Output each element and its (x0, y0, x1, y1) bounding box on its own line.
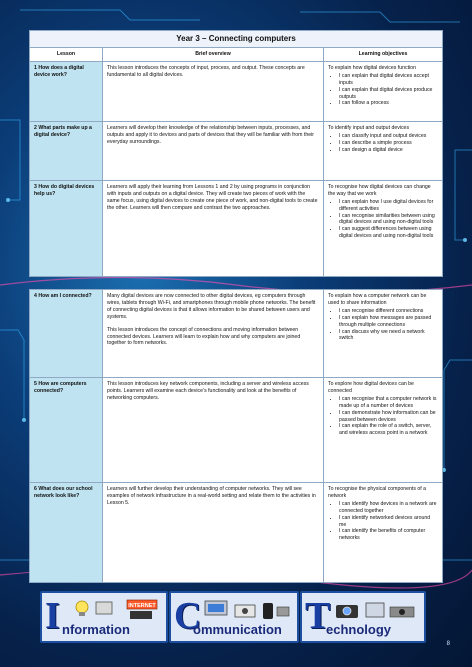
lesson-overview (103, 290, 324, 378)
lesson-overview (103, 483, 324, 583)
objective-intro: To explain how digital devices function (328, 64, 416, 71)
lesson-table-part2 (29, 289, 443, 583)
lesson-overview (103, 121, 324, 180)
header-overview: Brief overview (103, 48, 324, 62)
computer-icon (201, 597, 293, 623)
lesson-row (30, 378, 443, 483)
objective-list (328, 73, 438, 108)
objective-item: • I can explain that digital devices accept inputs (339, 73, 438, 87)
lesson-table-part1 (29, 30, 443, 277)
lesson-objectives (324, 378, 443, 483)
objective-intro: To identify input and output devices (328, 124, 410, 131)
overview-paragraph: This lesson introduces the concepts of input, process, and output. These concepts are fundamental to all digital devices. (107, 64, 305, 78)
objective-item: • I can demonstrate how information can be passed between devices (339, 410, 438, 424)
lesson-overview (103, 378, 324, 483)
banner-word-technology: echnology (326, 622, 392, 637)
banner-initial-c: C (174, 595, 202, 637)
objective-intro: To recognise the physical components of a network (328, 486, 427, 499)
objective-item: • I can identify networked devices around me (339, 515, 438, 529)
header-objectives: Learning objectives (324, 48, 443, 62)
lesson-title: 1 How does a digital device work? (30, 61, 103, 121)
lesson-objectives (324, 61, 443, 121)
overview-paragraph: Learners will apply their learning from Lessons 1 and 2 by using programs in conjunction with inputs and outputs on a digital device. They will create two pieces of work with the same focus, using digital devices to create one piece of work, and non-digital tools to create the other. Learners will then compare and contrast the two approaches. (107, 183, 318, 211)
banner-initial-i: I (45, 595, 60, 637)
objective-item: • I can explain that digital devices produce outputs (339, 87, 438, 101)
banner-initial-t: T (305, 595, 331, 637)
objective-item: • I can recognise that a computer network is made up of a number of devices (339, 396, 438, 410)
lesson-row (30, 180, 443, 276)
objective-intro: To explain how a computer network can be used to share information (328, 293, 427, 306)
lesson-objectives (324, 290, 443, 378)
objective-list (328, 199, 438, 240)
objective-intro: To explore how digital devices can be connected (328, 381, 414, 394)
lesson-row (30, 61, 443, 121)
objective-item: • I can follow a process (339, 100, 438, 107)
banner-word-information: nformation (62, 622, 130, 637)
overview-paragraph: This lesson introduces the concept of connections and moving information between connected devices. Learners will learn to explain how and why computers are joined together to form networks. (107, 326, 301, 347)
lesson-title: 5 How are computers connected? (30, 378, 103, 483)
information-banner (40, 591, 168, 643)
lesson-title: 6 What does our school network look like? (30, 483, 103, 583)
objective-list (328, 396, 438, 437)
overview-paragraph: Many digital devices are now connected to other digital devices, eg computers through wires, tablets through Wi-Fi, and smartphones through mobile phone networks. The benefit of connecting digital devices is that it allows information to be shared between users and systems. (107, 293, 316, 320)
lesson-objectives (324, 180, 443, 276)
lesson-overview (103, 180, 324, 276)
overview-paragraph: Learners will further develop their understanding of computer networks. They will see examples of network infrastructure in a real-world setting and relate them to the activities in Lesson 5. (107, 486, 316, 506)
lesson-overview (103, 61, 324, 121)
objective-list (328, 308, 438, 343)
objective-item: • I can suggest differences between using digital devices and using non-digital tools (339, 226, 438, 240)
lightbulb-icon (72, 597, 162, 623)
unit-title: Year 3 – Connecting computers (30, 31, 443, 48)
phone-icon (263, 603, 273, 619)
objective-item: • I can explain how messages are passed through multiple connections (339, 315, 438, 329)
technology-banner (300, 591, 426, 643)
objective-list (328, 501, 438, 542)
internet-sign: INTERNET (128, 603, 156, 609)
objective-item: • I can identify how devices in a network are connected together (339, 501, 438, 515)
objective-item: • I can design a digital device (339, 147, 438, 154)
objective-item: • I can discuss why we need a network switch (339, 329, 438, 343)
communication-banner (169, 591, 299, 643)
lesson-title: 3 How do digital devices help us? (30, 180, 103, 276)
objective-item: • I can explain the role of a switch, server, and wireless access point in a network (339, 423, 438, 437)
lesson-title: 4 How am I connected? (30, 290, 103, 378)
lesson-title: 2 What parts make up a digital device? (30, 121, 103, 180)
header-lesson: Lesson (30, 48, 103, 62)
page-number: 8 (446, 641, 450, 647)
overview-paragraph: This lesson introduces key network components, including a server and wireless access points. Learners will examine each device’s functionality and look at the benefits of networking computers. (107, 381, 309, 401)
lesson-row (30, 290, 443, 378)
lesson-row (30, 121, 443, 180)
objective-list (328, 133, 438, 154)
lesson-row (30, 483, 443, 583)
camera-icon (332, 597, 420, 623)
objective-item: • I can recognise similarities between using digital devices and using non-digital tools (339, 213, 438, 227)
objective-item: • I can describe a simple process (339, 140, 438, 147)
objective-item: • I can explain how I use digital devices for different activities (339, 199, 438, 213)
overview-paragraph: Learners will develop their knowledge of the relationship between inputs, processes, and outputs and apply it to devices and parts of devices that they will be familiar with from their everyday surroundings. (107, 124, 315, 145)
lesson-objectives (324, 483, 443, 583)
objective-intro: To recognise how digital devices can change the way that we work (328, 183, 431, 197)
objective-item: • I can identify the benefits of computer networks (339, 528, 438, 542)
banner-word-communication: ommunication (193, 622, 282, 637)
objective-item: • I can classify input and output devices (339, 133, 438, 140)
lesson-objectives (324, 121, 443, 180)
objective-item: • I can recognise different connections (339, 308, 438, 315)
